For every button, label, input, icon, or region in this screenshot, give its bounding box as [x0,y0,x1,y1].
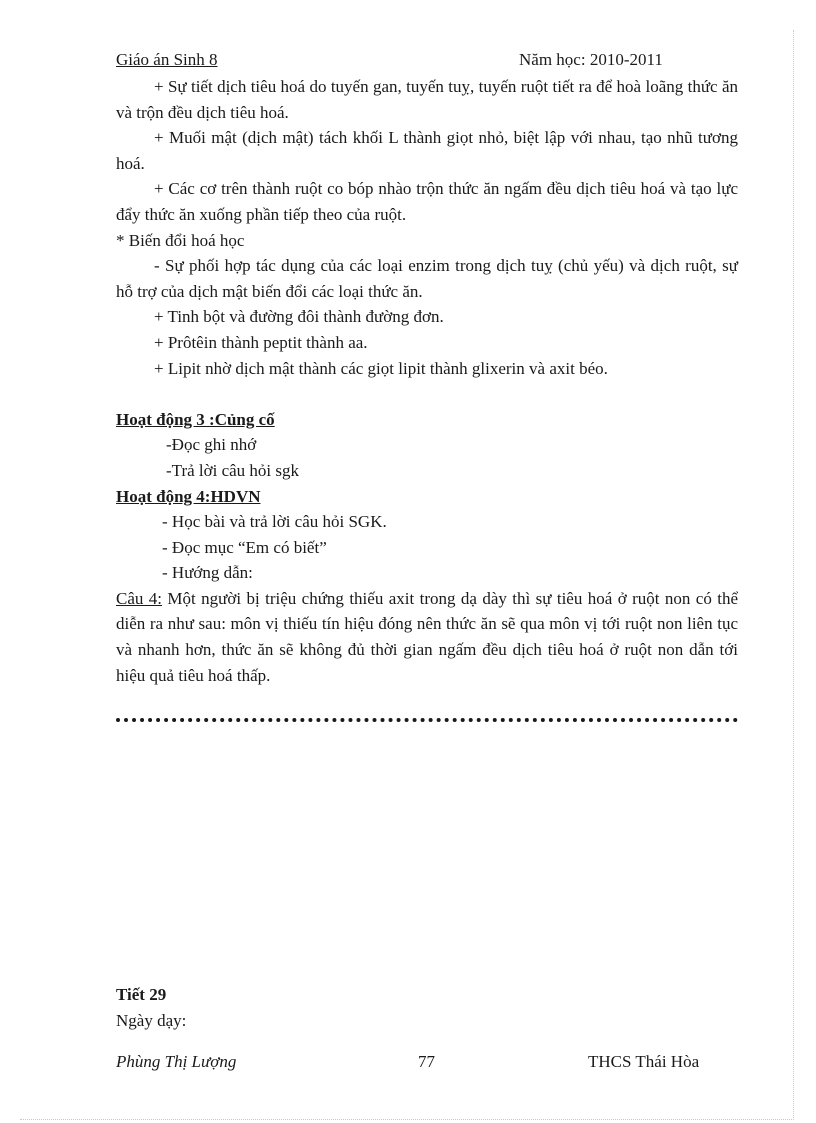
footer-school: THCS Thái Hòa [588,1052,700,1071]
paragraph-enzymes: - Sự phối hợp tác dụng của các loại enzim trong dịch tuỵ (chủ yếu) và dịch ruột, sự hỗ trợ của dịch mật biến đổi các loại thức ăn. [116,256,738,301]
document-body [116,74,738,688]
activity3-item: -Trả lời câu hỏi sgk [166,460,300,480]
activity4-title [116,484,738,510]
paragraph-digestive-secretion: + Sự tiết dịch tiêu hoá do tuyến gan, tuyến tuỵ, tuyến ruột tiết ra để hoà loãng thức ăn và trộn đều dịch tiêu hoá. [116,77,738,122]
paragraph-starch: + Tinh bột và đường đôi thành đường đơn. [154,307,444,327]
activity3-title [116,407,738,433]
lesson-number: Tiết 29 [116,985,167,1004]
activity4-item: - Hướng dẫn: [162,563,253,583]
teaching-date-label: Ngày dạy: [116,1011,187,1030]
question-label: Câu 4: [116,588,163,608]
paragraph-lipid: + Lipit nhờ dịch mật thành các giọt lipit thành glixerin và axit béo. [154,358,608,378]
page-border-right [793,30,794,1120]
activity4-title-text: Hoạt động 4:HDVN [116,486,261,506]
spacer [116,381,738,407]
heading-chemical-change: * Biến đổi hoá học [116,230,245,250]
header-subject: Giáo án Sinh 8 [116,50,218,69]
page-border-bottom [20,1119,794,1120]
activity3-item: -Đọc ghi nhớ [166,435,257,455]
question-text: Một người bị triệu chứng thiếu axit trong dạ dày thì sự tiêu hoá ở ruột non có thể diễn ra như sau: môn vị thiếu tín hiệu đóng nên thức ăn sẽ qua môn vị tới ruột non liên tục và nhanh hơn, thức ăn sẽ không đủ thời gian ngấm đều dịch tiêu hoá ở ruột non dẫn tới hiệu quả tiêu hoá thấp. [116,588,738,685]
footer-author: Phùng Thị Lượng [116,1052,237,1071]
question-4 [116,586,738,688]
header-school-year: Năm học: 2010-2011 [519,50,663,69]
activity3-title-text: Hoạt động 3 :Củng cố [116,409,275,429]
activity4-item: - Đọc mục “Em có biết” [162,537,327,557]
page-number: 77 [418,1052,435,1071]
dotted-separator [116,718,738,722]
activity4-item: - Học bài và trả lời câu hỏi SGK. [162,512,387,532]
paragraph-intestinal-muscles: + Các cơ trên thành ruột co bóp nhào trộn thức ăn ngấm đều dịch tiêu hoá và tạo lực đẩy thức ăn xuống phần tiếp theo của ruột. [116,179,738,224]
page-footer [116,1052,738,1076]
page-header [116,50,738,72]
paragraph-bile-salts: + Muối mật (dịch mật) tách khối L thành giọt nhỏ, biệt lập với nhau, tạo nhũ tương hoá. [116,128,738,173]
paragraph-protein: + Prôtêin thành peptit thành aa. [154,332,368,352]
